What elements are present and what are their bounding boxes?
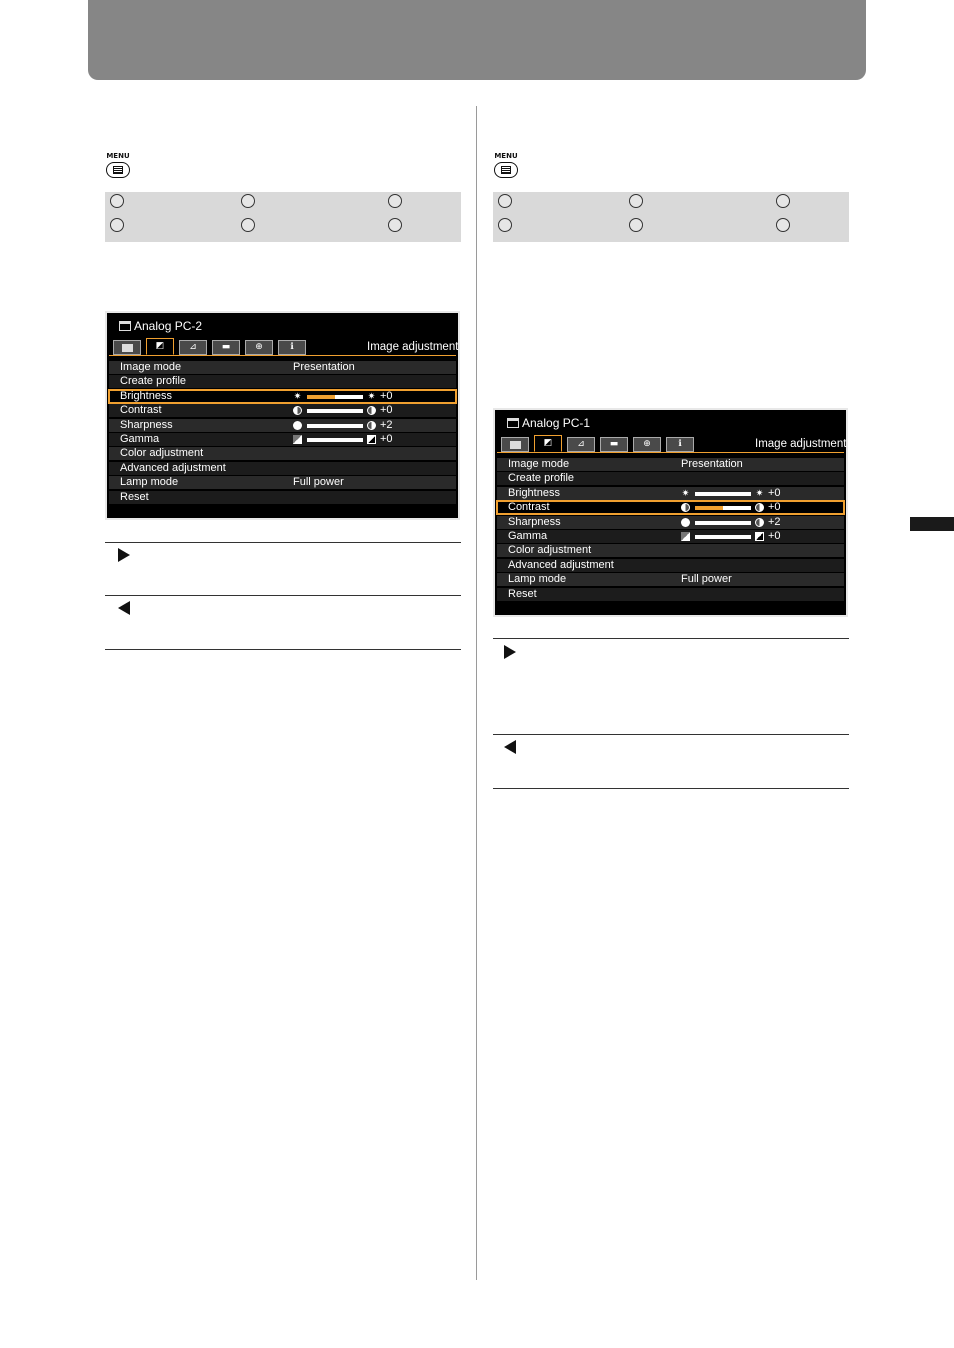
osd-menu-row [497, 588, 844, 601]
tab-info-icon: ℹ [278, 340, 306, 355]
osd-row-label: Lamp mode [120, 476, 179, 489]
slider-max-icon [755, 503, 764, 512]
osd-row-value: +0 [768, 501, 781, 514]
osd-menu-row [497, 472, 844, 485]
osd-row-label: Image mode [120, 361, 182, 373]
osd-row-value: Presentation [681, 458, 743, 470]
step-circle [388, 218, 402, 232]
step-circle [388, 194, 402, 208]
slider-min-icon [293, 406, 302, 415]
osd-menu-row [497, 559, 844, 572]
osd-slider [293, 419, 403, 432]
slider-fill [695, 506, 723, 510]
osd-row-label: Advanced adjustment [120, 461, 226, 474]
slider-fill [307, 395, 335, 399]
slider-max-icon [367, 406, 376, 415]
slider-track [307, 438, 363, 442]
osd-menu-row [109, 462, 456, 475]
osd-row-label: Contrast [508, 501, 550, 514]
osd-menu-row [109, 375, 456, 388]
slider-track [695, 521, 751, 525]
osd-row-value: Full power [293, 476, 344, 489]
step-circle [629, 194, 643, 208]
menu-button-icon [104, 152, 132, 180]
osd-menu-row [109, 361, 456, 374]
play-right-icon [118, 548, 130, 562]
osd-section-label: Image adjustment [755, 438, 847, 450]
osd-row-label: Reset [120, 490, 149, 503]
osd-row-value: +0 [380, 433, 393, 445]
osd-row-label: Lamp mode [508, 573, 567, 586]
osd-row-label: Color adjustment [120, 447, 204, 460]
slider-min-icon [293, 435, 302, 444]
osd-row-label: Create profile [508, 472, 575, 485]
play-left-icon [118, 601, 130, 615]
tab-network-icon: ⊕ [245, 340, 273, 355]
chapter-side-tab [910, 517, 954, 531]
slider-max-icon [367, 421, 376, 430]
slider-max-icon: ✷ [367, 390, 376, 401]
osd-menu-row [109, 404, 456, 417]
slider-track [307, 424, 363, 428]
slider-min-icon: ✷ [681, 487, 690, 498]
tab-install-icon: ⊿ [179, 340, 207, 355]
osd-row-label: Sharpness [508, 515, 561, 528]
osd-row-label: Sharpness [120, 418, 173, 431]
step-circle [776, 218, 790, 232]
slider-max-icon [755, 532, 764, 541]
osd-menu-row [497, 516, 844, 529]
play-right-icon [504, 645, 516, 659]
osd-menu-row [109, 447, 456, 460]
menu-path-box [105, 192, 461, 242]
step-circle [241, 194, 255, 208]
step-circle [110, 194, 124, 208]
tab-network-icon: ⊕ [633, 437, 661, 452]
menu-button-icon [492, 152, 520, 180]
tab-system-icon: ▬ [212, 340, 240, 355]
column-divider [476, 106, 477, 1280]
osd-slider [293, 433, 403, 446]
step-circle [498, 218, 512, 232]
slider-min-icon [293, 421, 302, 430]
osd-row-value: Presentation [293, 361, 355, 373]
osd-row-value: +0 [768, 486, 781, 499]
step-circle [629, 218, 643, 232]
osd-slider [293, 390, 403, 403]
osd-slider [681, 530, 791, 543]
osd-slider [681, 487, 791, 500]
osd-menu-row [497, 573, 844, 586]
osd-section-label: Image adjustment [367, 341, 459, 353]
slider-min-icon: ✷ [293, 390, 302, 401]
osd-menu-row [109, 476, 456, 489]
osd-row-label: Gamma [120, 433, 160, 445]
tab-image-adjust-icon: ◩ [534, 435, 562, 452]
osd-screenshot-right [493, 408, 848, 617]
tab-screen-icon [501, 437, 529, 452]
slider-max-icon: ✷ [755, 487, 764, 498]
tab-system-icon: ▬ [600, 437, 628, 452]
slider-track [307, 409, 363, 413]
osd-row-label: Advanced adjustment [508, 558, 614, 571]
osd-row-label: Create profile [120, 375, 187, 388]
osd-row-value: +2 [768, 515, 781, 528]
slider-max-icon [367, 435, 376, 444]
osd-row-label: Color adjustment [508, 544, 592, 557]
slider-track [695, 535, 751, 539]
osd-row-value: +0 [380, 389, 393, 402]
menu-icon-label: MENU [106, 152, 130, 160]
osd-menu-row [497, 487, 844, 500]
tab-info-icon: ℹ [666, 437, 694, 452]
input-source-icon [507, 418, 519, 428]
slider-min-icon [681, 503, 690, 512]
osd-row-label: Brightness [508, 486, 560, 499]
osd-slider [681, 516, 791, 529]
play-left-icon [504, 740, 516, 754]
slider-track [695, 492, 751, 496]
osd-screenshot-left [105, 311, 460, 520]
osd-menu-row [497, 501, 844, 514]
tab-install-icon: ⊿ [567, 437, 595, 452]
slider-track [307, 395, 363, 399]
osd-source-title: Analog PC-1 [507, 416, 590, 430]
slider-min-icon [681, 532, 690, 541]
osd-row-label: Contrast [120, 404, 162, 417]
osd-menu-row [497, 458, 844, 471]
osd-row-label: Image mode [508, 458, 570, 470]
osd-menu-row [109, 419, 456, 432]
osd-slider [293, 404, 403, 417]
chapter-header-band [88, 0, 866, 80]
osd-row-label: Reset [508, 587, 537, 600]
step-circle [776, 194, 790, 208]
input-source-icon [119, 321, 131, 331]
menu-icon-label: MENU [494, 152, 518, 160]
osd-menu-row [109, 390, 456, 403]
step-circle [110, 218, 124, 232]
osd-row-value: +0 [380, 404, 393, 417]
step-circle [241, 218, 255, 232]
osd-slider [681, 501, 791, 514]
osd-row-value: +2 [380, 418, 393, 431]
tab-screen-icon [113, 340, 141, 355]
osd-menu-row [109, 433, 456, 446]
osd-menu-row [109, 491, 456, 504]
osd-row-label: Brightness [120, 389, 172, 402]
osd-row-value: +0 [768, 530, 781, 542]
tab-image-adjust-icon: ◩ [146, 338, 174, 355]
osd-menu-row [497, 530, 844, 543]
menu-path-box [493, 192, 849, 242]
key-operation-table [493, 638, 849, 789]
slider-min-icon [681, 518, 690, 527]
slider-track [695, 506, 751, 510]
step-circle [498, 194, 512, 208]
osd-menu-row [497, 544, 844, 557]
slider-max-icon [755, 518, 764, 527]
osd-row-label: Gamma [508, 530, 548, 542]
osd-row-value: Full power [681, 573, 732, 586]
osd-source-title: Analog PC-2 [119, 319, 202, 333]
key-operation-table [105, 542, 461, 650]
